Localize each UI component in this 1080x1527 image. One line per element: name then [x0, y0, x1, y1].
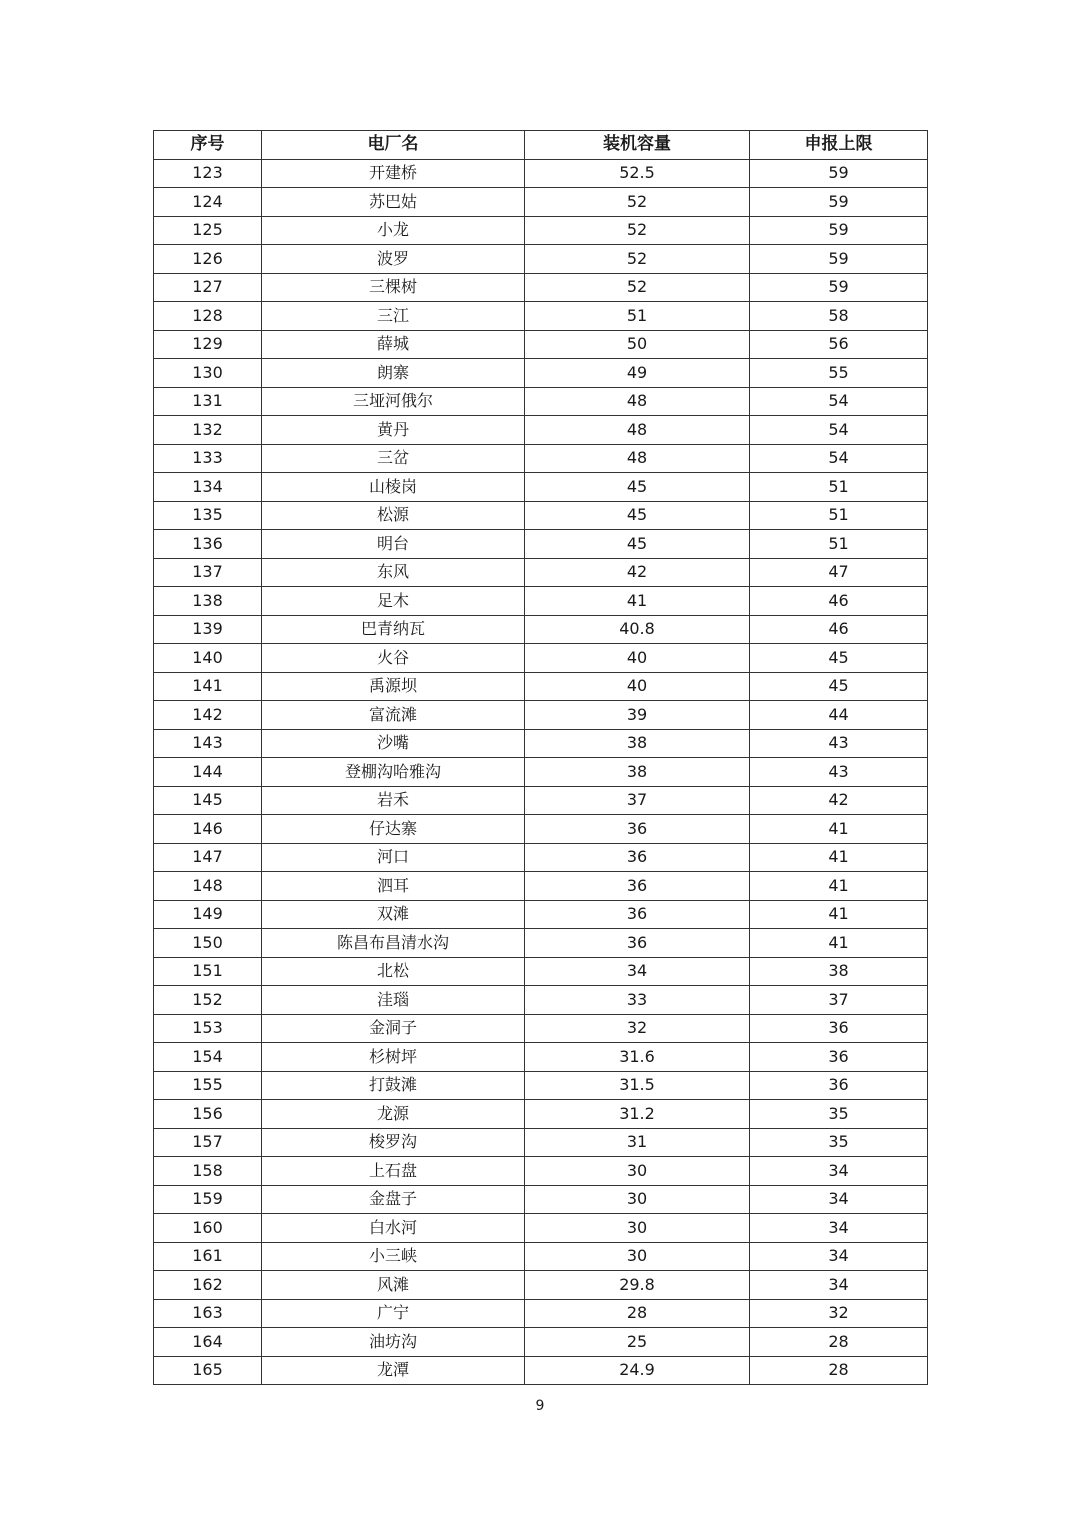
- table-row: [154, 1242, 928, 1271]
- cell-installed-capacity: 45: [525, 473, 750, 502]
- cell-index: 130: [154, 359, 262, 388]
- cell-declared-limit: 43: [750, 758, 928, 787]
- cell-index: 144: [154, 758, 262, 787]
- cell-declared-limit: 41: [750, 843, 928, 872]
- cell-installed-capacity: 36: [525, 815, 750, 844]
- cell-installed-capacity: 36: [525, 900, 750, 929]
- cell-declared-limit: 59: [750, 188, 928, 217]
- cell-index: 164: [154, 1328, 262, 1357]
- cell-installed-capacity: 42: [525, 558, 750, 587]
- cell-plant-name: 明台: [262, 530, 525, 559]
- cell-plant-name: 三棵树: [262, 273, 525, 302]
- table-row: [154, 330, 928, 359]
- cell-declared-limit: 46: [750, 587, 928, 616]
- cell-plant-name: 上石盘: [262, 1157, 525, 1186]
- table-row: [154, 1299, 928, 1328]
- cell-plant-name: 双滩: [262, 900, 525, 929]
- cell-installed-capacity: 30: [525, 1214, 750, 1243]
- cell-plant-name: 河口: [262, 843, 525, 872]
- cell-declared-limit: 32: [750, 1299, 928, 1328]
- table-row: [154, 644, 928, 673]
- cell-declared-limit: 36: [750, 1043, 928, 1072]
- table-row: [154, 957, 928, 986]
- table-row: [154, 416, 928, 445]
- cell-installed-capacity: 30: [525, 1242, 750, 1271]
- cell-plant-name: 苏巴姑: [262, 188, 525, 217]
- table-row: [154, 815, 928, 844]
- cell-index: 140: [154, 644, 262, 673]
- cell-installed-capacity: 32: [525, 1014, 750, 1043]
- cell-declared-limit: 34: [750, 1242, 928, 1271]
- cell-plant-name: 富流滩: [262, 701, 525, 730]
- cell-declared-limit: 34: [750, 1271, 928, 1300]
- cell-installed-capacity: 31: [525, 1128, 750, 1157]
- cell-index: 124: [154, 188, 262, 217]
- cell-declared-limit: 45: [750, 672, 928, 701]
- header-declared-limit: 申报上限: [750, 131, 928, 160]
- cell-declared-limit: 38: [750, 957, 928, 986]
- cell-index: 126: [154, 245, 262, 274]
- cell-index: 161: [154, 1242, 262, 1271]
- cell-declared-limit: 28: [750, 1328, 928, 1357]
- cell-installed-capacity: 34: [525, 957, 750, 986]
- header-index: 序号: [154, 131, 262, 160]
- cell-plant-name: 三垭河俄尔: [262, 387, 525, 416]
- cell-index: 156: [154, 1100, 262, 1129]
- cell-installed-capacity: 36: [525, 872, 750, 901]
- table-row: [154, 1014, 928, 1043]
- cell-declared-limit: 36: [750, 1014, 928, 1043]
- header-installed-capacity: 装机容量: [525, 131, 750, 160]
- table-row: [154, 273, 928, 302]
- cell-plant-name: 山棱岗: [262, 473, 525, 502]
- cell-declared-limit: 55: [750, 359, 928, 388]
- cell-plant-name: 朗寨: [262, 359, 525, 388]
- cell-plant-name: 风滩: [262, 1271, 525, 1300]
- cell-index: 151: [154, 957, 262, 986]
- cell-declared-limit: 54: [750, 444, 928, 473]
- table-row: [154, 672, 928, 701]
- table-row: [154, 188, 928, 217]
- cell-declared-limit: 59: [750, 216, 928, 245]
- cell-declared-limit: 28: [750, 1356, 928, 1385]
- cell-index: 123: [154, 159, 262, 188]
- cell-installed-capacity: 50: [525, 330, 750, 359]
- table-body: [154, 159, 928, 1385]
- cell-plant-name: 东风: [262, 558, 525, 587]
- cell-index: 125: [154, 216, 262, 245]
- cell-installed-capacity: 40: [525, 672, 750, 701]
- cell-plant-name: 金洞子: [262, 1014, 525, 1043]
- cell-plant-name: 泗耳: [262, 872, 525, 901]
- cell-installed-capacity: 30: [525, 1157, 750, 1186]
- cell-declared-limit: 37: [750, 986, 928, 1015]
- cell-installed-capacity: 30: [525, 1185, 750, 1214]
- cell-declared-limit: 42: [750, 786, 928, 815]
- cell-installed-capacity: 51: [525, 302, 750, 331]
- cell-installed-capacity: 48: [525, 387, 750, 416]
- cell-index: 160: [154, 1214, 262, 1243]
- cell-declared-limit: 41: [750, 815, 928, 844]
- cell-index: 138: [154, 587, 262, 616]
- table-row: [154, 758, 928, 787]
- cell-index: 137: [154, 558, 262, 587]
- table-row: [154, 1128, 928, 1157]
- cell-declared-limit: 46: [750, 615, 928, 644]
- table-row: [154, 1356, 928, 1385]
- cell-declared-limit: 34: [750, 1214, 928, 1243]
- cell-index: 150: [154, 929, 262, 958]
- cell-declared-limit: 41: [750, 900, 928, 929]
- table-row: [154, 615, 928, 644]
- cell-declared-limit: 51: [750, 530, 928, 559]
- cell-index: 139: [154, 615, 262, 644]
- table-row: [154, 1100, 928, 1129]
- cell-index: 158: [154, 1157, 262, 1186]
- cell-plant-name: 小龙: [262, 216, 525, 245]
- cell-installed-capacity: 48: [525, 416, 750, 445]
- table-row: [154, 701, 928, 730]
- cell-installed-capacity: 37: [525, 786, 750, 815]
- cell-index: 134: [154, 473, 262, 502]
- table-row: [154, 359, 928, 388]
- cell-index: 132: [154, 416, 262, 445]
- cell-index: 152: [154, 986, 262, 1015]
- cell-plant-name: 松源: [262, 501, 525, 530]
- cell-installed-capacity: 52: [525, 245, 750, 274]
- table-row: [154, 872, 928, 901]
- cell-declared-limit: 59: [750, 273, 928, 302]
- cell-plant-name: 开建桥: [262, 159, 525, 188]
- table-row: [154, 1071, 928, 1100]
- cell-plant-name: 波罗: [262, 245, 525, 274]
- cell-declared-limit: 35: [750, 1128, 928, 1157]
- cell-plant-name: 洼瑙: [262, 986, 525, 1015]
- cell-index: 133: [154, 444, 262, 473]
- cell-index: 165: [154, 1356, 262, 1385]
- table-row: [154, 1214, 928, 1243]
- cell-installed-capacity: 38: [525, 758, 750, 787]
- cell-declared-limit: 54: [750, 416, 928, 445]
- cell-declared-limit: 44: [750, 701, 928, 730]
- cell-declared-limit: 43: [750, 729, 928, 758]
- table-row: [154, 986, 928, 1015]
- cell-index: 131: [154, 387, 262, 416]
- cell-installed-capacity: 45: [525, 501, 750, 530]
- table-row: [154, 558, 928, 587]
- cell-installed-capacity: 52: [525, 188, 750, 217]
- cell-index: 155: [154, 1071, 262, 1100]
- table-row: [154, 786, 928, 815]
- table-row: [154, 387, 928, 416]
- cell-installed-capacity: 39: [525, 701, 750, 730]
- cell-plant-name: 足木: [262, 587, 525, 616]
- table-row: [154, 1328, 928, 1357]
- cell-plant-name: 三岔: [262, 444, 525, 473]
- cell-installed-capacity: 52: [525, 273, 750, 302]
- cell-plant-name: 龙潭: [262, 1356, 525, 1385]
- table-row: [154, 929, 928, 958]
- cell-installed-capacity: 40: [525, 644, 750, 673]
- cell-plant-name: 沙嘴: [262, 729, 525, 758]
- cell-plant-name: 三江: [262, 302, 525, 331]
- cell-index: 129: [154, 330, 262, 359]
- table-row: [154, 473, 928, 502]
- cell-plant-name: 广宁: [262, 1299, 525, 1328]
- cell-installed-capacity: 31.5: [525, 1071, 750, 1100]
- table-row: [154, 1185, 928, 1214]
- cell-index: 141: [154, 672, 262, 701]
- cell-plant-name: 黄丹: [262, 416, 525, 445]
- cell-plant-name: 龙源: [262, 1100, 525, 1129]
- table-header-row: [154, 131, 928, 160]
- cell-installed-capacity: 31.2: [525, 1100, 750, 1129]
- cell-declared-limit: 47: [750, 558, 928, 587]
- cell-installed-capacity: 45: [525, 530, 750, 559]
- cell-installed-capacity: 36: [525, 929, 750, 958]
- cell-index: 145: [154, 786, 262, 815]
- cell-declared-limit: 51: [750, 473, 928, 502]
- cell-plant-name: 油坊沟: [262, 1328, 525, 1357]
- cell-installed-capacity: 33: [525, 986, 750, 1015]
- cell-plant-name: 仔达寨: [262, 815, 525, 844]
- cell-index: 149: [154, 900, 262, 929]
- table-row: [154, 302, 928, 331]
- cell-installed-capacity: 31.6: [525, 1043, 750, 1072]
- cell-declared-limit: 34: [750, 1185, 928, 1214]
- cell-plant-name: 登棚沟哈雅沟: [262, 758, 525, 787]
- table-row: [154, 1157, 928, 1186]
- cell-index: 135: [154, 501, 262, 530]
- table-row: [154, 245, 928, 274]
- cell-index: 154: [154, 1043, 262, 1072]
- table-row: [154, 1271, 928, 1300]
- table-row: [154, 587, 928, 616]
- table-row: [154, 843, 928, 872]
- cell-declared-limit: 41: [750, 872, 928, 901]
- cell-installed-capacity: 52.5: [525, 159, 750, 188]
- cell-plant-name: 巴青纳瓦: [262, 615, 525, 644]
- cell-declared-limit: 45: [750, 644, 928, 673]
- cell-index: 127: [154, 273, 262, 302]
- cell-plant-name: 火谷: [262, 644, 525, 673]
- cell-installed-capacity: 40.8: [525, 615, 750, 644]
- cell-installed-capacity: 48: [525, 444, 750, 473]
- cell-index: 142: [154, 701, 262, 730]
- cell-declared-limit: 59: [750, 159, 928, 188]
- cell-index: 147: [154, 843, 262, 872]
- cell-plant-name: 岩禾: [262, 786, 525, 815]
- cell-installed-capacity: 49: [525, 359, 750, 388]
- cell-declared-limit: 36: [750, 1071, 928, 1100]
- table-row: [154, 216, 928, 245]
- cell-index: 146: [154, 815, 262, 844]
- cell-index: 148: [154, 872, 262, 901]
- cell-installed-capacity: 38: [525, 729, 750, 758]
- table-row: [154, 444, 928, 473]
- table-row: [154, 530, 928, 559]
- cell-index: 162: [154, 1271, 262, 1300]
- cell-declared-limit: 41: [750, 929, 928, 958]
- table-row: [154, 900, 928, 929]
- table-row: [154, 729, 928, 758]
- cell-installed-capacity: 41: [525, 587, 750, 616]
- cell-index: 163: [154, 1299, 262, 1328]
- cell-declared-limit: 59: [750, 245, 928, 274]
- cell-index: 143: [154, 729, 262, 758]
- cell-plant-name: 小三峡: [262, 1242, 525, 1271]
- cell-index: 157: [154, 1128, 262, 1157]
- cell-installed-capacity: 25: [525, 1328, 750, 1357]
- cell-declared-limit: 35: [750, 1100, 928, 1129]
- cell-declared-limit: 34: [750, 1157, 928, 1186]
- cell-plant-name: 北松: [262, 957, 525, 986]
- cell-installed-capacity: 28: [525, 1299, 750, 1328]
- table-row: [154, 159, 928, 188]
- cell-plant-name: 白水河: [262, 1214, 525, 1243]
- cell-index: 153: [154, 1014, 262, 1043]
- cell-plant-name: 金盘子: [262, 1185, 525, 1214]
- table-row: [154, 501, 928, 530]
- cell-declared-limit: 51: [750, 501, 928, 530]
- cell-declared-limit: 56: [750, 330, 928, 359]
- cell-installed-capacity: 24.9: [525, 1356, 750, 1385]
- cell-installed-capacity: 29.8: [525, 1271, 750, 1300]
- cell-plant-name: 梭罗沟: [262, 1128, 525, 1157]
- table-row: [154, 1043, 928, 1072]
- cell-index: 159: [154, 1185, 262, 1214]
- cell-installed-capacity: 52: [525, 216, 750, 245]
- cell-declared-limit: 54: [750, 387, 928, 416]
- cell-plant-name: 陈昌布昌清水沟: [262, 929, 525, 958]
- power-plant-table: [153, 130, 928, 1385]
- cell-declared-limit: 58: [750, 302, 928, 331]
- cell-installed-capacity: 36: [525, 843, 750, 872]
- cell-index: 136: [154, 530, 262, 559]
- page-number: 9: [535, 1398, 545, 1414]
- cell-plant-name: 打鼓滩: [262, 1071, 525, 1100]
- cell-plant-name: 禹源坝: [262, 672, 525, 701]
- cell-plant-name: 杉树坪: [262, 1043, 525, 1072]
- cell-plant-name: 薛城: [262, 330, 525, 359]
- header-plant-name: 电厂名: [262, 131, 525, 160]
- cell-index: 128: [154, 302, 262, 331]
